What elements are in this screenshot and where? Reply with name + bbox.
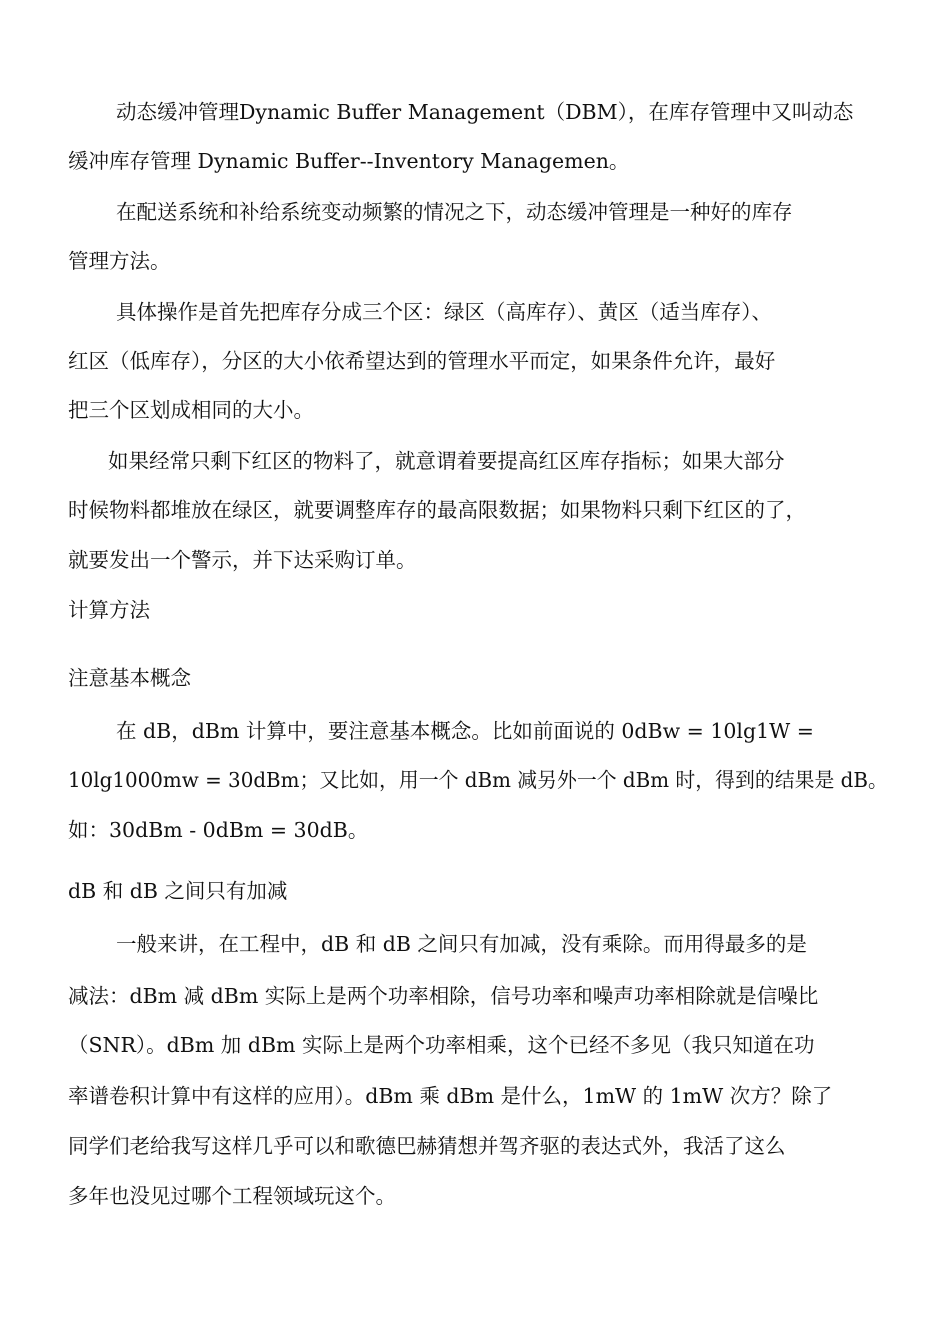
- text-line: 率谱卷积计算中有这样的应用）。dBm 乘 dBm 是什么，1mW 的 1mW 次方？除了: [68, 1084, 833, 1108]
- text-line: 时候物料都堆放在绿区，就要调整库存的最高限数据；如果物料只剩下红区的了，: [68, 498, 806, 522]
- text-line: 如果经常只剩下红区的物料了，就意谓着要提高红区库存指标；如果大部分: [108, 449, 785, 473]
- text-line: 在 dB，dBm 计算中，要注意基本概念。比如前面说的 0dBw = 10lg1W =: [116, 719, 814, 743]
- text-line: 多年也没见过哪个工程领域玩这个。: [68, 1184, 396, 1208]
- text-line: （SNR）。dBm 加 dBm 实际上是两个功率相乘，这个已经不多见（我只知道在功: [68, 1033, 815, 1057]
- text-line: 同学们老给我写这样几乎可以和歌德巴赫猜想并驾齐驱的表达式外，我活了这么: [68, 1134, 786, 1158]
- text-line: 缓冲库存管理 Dynamic Buffer--Inventory Managemen。: [68, 149, 630, 173]
- text-line: 如：30dBm - 0dBm = 30dB。: [68, 818, 369, 842]
- text-line: 具体操作是首先把库存分成三个区：绿区（高库存）、黄区（适当库存）、: [116, 300, 772, 324]
- text-line: 把三个区划成相同的大小。: [68, 398, 314, 422]
- text-line: 管理方法。: [68, 249, 171, 273]
- text-line: 红区（低库存），分区的大小依希望达到的管理水平而定，如果条件允许，最好: [68, 349, 776, 373]
- text-line: 减法：dBm 减 dBm 实际上是两个功率相除，信号功率和噪声功率相除就是信噪比: [68, 984, 819, 1008]
- text-line: 10lg1000mw = 30dBm；又比如，用一个 dBm 减另外一个 dBm 时，得到的结果是 dB。: [68, 768, 888, 792]
- text-line: 一般来讲，在工程中，dB 和 dB 之间只有加减，没有乘除。而用得最多的是: [116, 932, 807, 956]
- text-line: 就要发出一个警示，并下达采购订单。: [68, 548, 417, 572]
- section-heading: 计算方法: [68, 598, 150, 622]
- section-heading: 注意基本概念: [68, 666, 191, 690]
- section-heading: dB 和 dB 之间只有加减: [68, 879, 288, 903]
- text-line: 在配送系统和补给系统变动频繁的情况之下，动态缓冲管理是一种好的库存: [116, 200, 793, 224]
- text-line: 动态缓冲管理Dynamic Buffer Management（DBM），在库存管理中又叫动态: [116, 100, 854, 124]
